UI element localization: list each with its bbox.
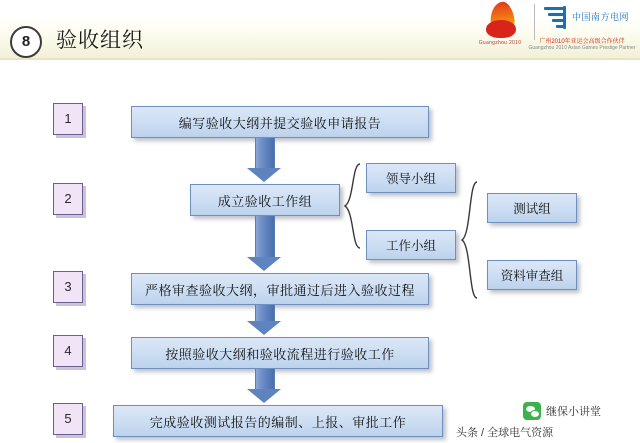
source-watermark: 头条 / 全球电气资源 <box>456 427 554 439</box>
arrow-step1-to-step2 <box>247 138 281 182</box>
page-title: 验收组织 <box>56 29 144 52</box>
wechat-watermark <box>520 398 632 424</box>
brace-groups <box>342 162 364 250</box>
arrow-step4-to-step5 <box>247 369 281 403</box>
partner-caption-cn: 广州2010年亚运会高级合作伙伴 <box>539 39 625 45</box>
arrow-step3-to-step4 <box>247 305 281 335</box>
step-tag-4: 4 <box>53 335 83 367</box>
step-tag-1: 1 <box>53 103 83 135</box>
group-box-leadership[interactable]: 领导小组 <box>366 163 456 193</box>
csg-logo-icon <box>542 4 568 30</box>
step-tag-5: 5 <box>53 403 83 435</box>
section-number-badge: 8 <box>10 26 42 58</box>
flowchart <box>0 62 640 443</box>
flow-step-2[interactable]: 成立验收工作组 <box>190 184 340 216</box>
subgroup-box-document-review[interactable]: 资料审查组 <box>487 260 577 290</box>
step-tag-3: 3 <box>53 271 83 303</box>
mascot-caption: Guangzhou 2010 <box>478 40 522 46</box>
flow-step-1[interactable]: 编写验收大纲并提交验收申请报告 <box>131 106 429 138</box>
brace-subgroups <box>459 180 481 300</box>
group-box-working[interactable]: 工作小组 <box>366 230 456 260</box>
step-tag-2: 2 <box>53 183 83 215</box>
csg-company-name: 中国南方电网 <box>572 12 630 22</box>
logo-area <box>472 0 636 60</box>
wechat-icon <box>523 402 541 420</box>
flow-step-4[interactable]: 按照验收大纲和验收流程进行验收工作 <box>131 337 429 369</box>
asian-games-mascot-icon <box>480 2 530 42</box>
flow-step-3[interactable]: 严格审查验收大纲，审批通过后进入验收过程 <box>131 273 429 305</box>
wechat-account-name: 继保小讲堂 <box>546 406 601 418</box>
subgroup-box-test[interactable]: 测试组 <box>487 193 577 223</box>
flow-step-5[interactable]: 完成验收测试报告的编制、上报、审批工作 <box>113 405 443 437</box>
logo-divider <box>534 4 535 40</box>
partner-caption-en: Guangzhou 2010 Asian Games Prestige Partner <box>528 45 636 51</box>
arrow-step2-to-step3 <box>247 216 281 271</box>
